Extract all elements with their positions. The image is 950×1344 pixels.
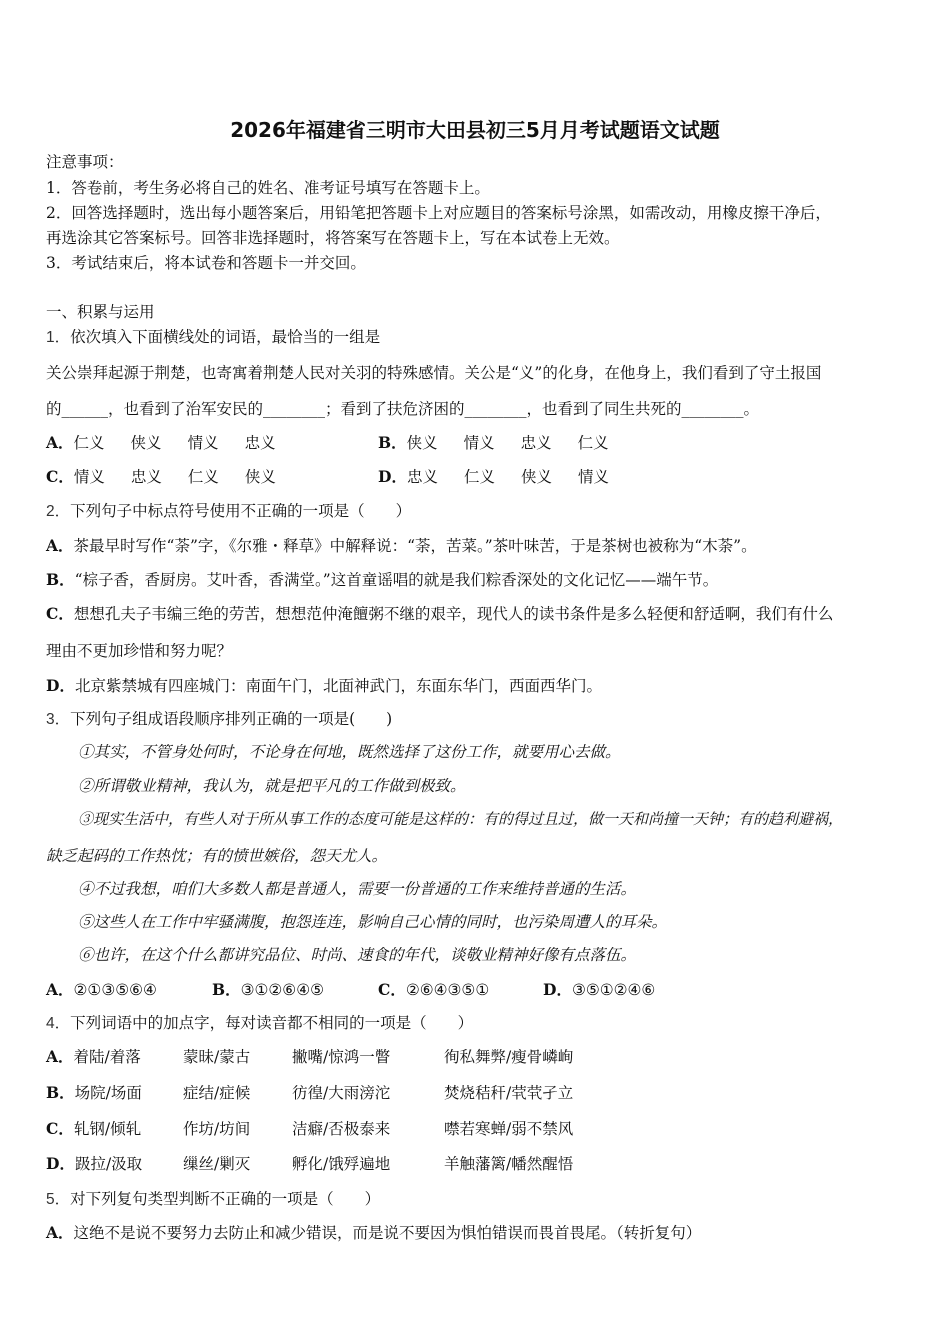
- question-stem: 对下列复句类型判断不正确的一项是（ ）: [70, 1190, 381, 1208]
- option-label: D．: [46, 676, 75, 695]
- option-text: 想想孔夫子韦编三绝的劳苦，想想范仲淹饘粥不继的艰辛，现代人的读书条件是多么轻便和舒适啊，我们有什么: [73, 605, 834, 623]
- q4-option-d[interactable]: [46, 1154, 142, 1174]
- q3-option-d[interactable]: [543, 980, 655, 1000]
- option-word: 徇私舞弊/瘦骨嶙峋: [444, 1048, 574, 1066]
- notice-heading: 注意事项：: [46, 153, 124, 171]
- option-word: 仁义: [187, 468, 219, 486]
- q1-option-a[interactable]: [46, 433, 276, 453]
- option-word: 侠义: [130, 434, 162, 452]
- option-word: 彷徨/大雨滂沱: [292, 1084, 391, 1102]
- option-label: B．: [46, 1083, 75, 1102]
- notice-item: 1．答卷前，考生务必将自己的姓名、准考证号填写在答题卡上。: [46, 179, 490, 197]
- option-word: 症结/症候: [183, 1084, 251, 1102]
- question-4: [46, 1013, 473, 1034]
- sentence-4: ④不过我想，咱们大多数人都是普通人，需要一份普通的工作来维持普通的生活。: [78, 880, 637, 898]
- notice-item: 再选涂其它答案标号。回答非选择题时，将答案写在答题卡上，写在本试卷上无效。: [46, 229, 620, 247]
- option-label: A．: [46, 1223, 74, 1242]
- q5-option-a[interactable]: [46, 1223, 701, 1243]
- question-number: 5．: [46, 1191, 71, 1208]
- option-text: ③①②⑥④⑤: [240, 981, 324, 999]
- question-stem: 下列句子中标点符号使用不正确的一项是（ ）: [70, 502, 412, 520]
- option-word: 忠义: [130, 468, 162, 486]
- option-label: C．: [46, 467, 74, 486]
- q1-option-d[interactable]: [378, 467, 609, 487]
- option-word: 着陆/着落: [73, 1048, 141, 1066]
- option-text: “棕子香，香厨房。艾叶香，香满堂。”这首童谣唱的就是我们粽香深处的文化记忆——端午节。: [74, 571, 719, 589]
- q3-option-c[interactable]: [378, 980, 489, 1000]
- option-word: 轧钢/倾轧: [73, 1120, 142, 1138]
- option-word: 作坊/坊间: [183, 1120, 251, 1138]
- option-word: 撇嘴/惊鸿一瞥: [292, 1048, 391, 1066]
- sentence-5: ⑤这些人在工作中牢骚满腹，抱怨连连，影响自己心情的同时，也污染周遭人的耳朵。: [78, 913, 668, 931]
- option-label: A．: [46, 536, 74, 555]
- option-word: 情义: [187, 434, 219, 452]
- option-word: 忠义: [406, 468, 438, 486]
- option-label: C．: [378, 980, 406, 999]
- option-word: 情义: [463, 434, 495, 452]
- option-word: 侠义: [406, 434, 438, 452]
- option-text: ③⑤①②④⑥: [571, 981, 656, 999]
- question-number: 1．: [46, 329, 71, 346]
- question-3: [46, 709, 392, 730]
- option-label: A．: [46, 1047, 74, 1066]
- sentence-1: ①其实，不管身处何时，不论身在何地，既然选择了这份工作，就要用心去做。: [78, 743, 621, 761]
- q3-option-b[interactable]: [212, 980, 324, 1000]
- option-word: 忠义: [520, 434, 552, 452]
- question-1: [46, 327, 380, 348]
- sentence-6: ⑥也许，在这个什么都讲究品位、时尚、速食的年代，谈敬业精神好像有点落伍。: [78, 946, 637, 964]
- q1-option-b[interactable]: [378, 433, 609, 453]
- option-word: 忠义: [244, 434, 276, 452]
- q2-option-d[interactable]: [46, 676, 602, 696]
- question-stem: 依次填入下面横线处的词语，最恰当的一组是: [70, 328, 381, 346]
- option-label: C．: [46, 1119, 74, 1138]
- question-number: 4．: [46, 1015, 71, 1032]
- notice-item: 3．考试结束后，将本试卷和答题卡一并交回。: [46, 254, 366, 272]
- q4-option-b[interactable]: [46, 1083, 142, 1103]
- question-text: 关公崇拜起源于荆楚，也寄寓着荆楚人民对关羽的特殊感情。关公是“义”的化身，在他身上，我们看到了守土报国: [46, 364, 822, 382]
- option-word: 情义: [578, 468, 610, 486]
- option-word: 孵化/饿殍遍地: [292, 1155, 391, 1173]
- option-word: 侠义: [244, 468, 276, 486]
- option-label: D．: [378, 467, 407, 486]
- question-text: 的______，也看到了治军安民的________；看到了扶危济困的________，也看到了同生共死的________。: [46, 400, 760, 418]
- option-text: 这绝不是说不要努力去防止和减少错误，而是说不要因为惧怕错误而畏首畏尾。（转折复句）: [73, 1224, 702, 1242]
- question-stem: 下列词语中的加点字，每对读音都不相同的一项是（ ）: [70, 1014, 474, 1032]
- sentence-3: ③现实生活中，有些人对于所从事工作的态度可能是这样的：有的得过且过，做一天和尚撞一天钟；有的趋利避祸，: [78, 810, 844, 828]
- option-label: A．: [46, 980, 74, 999]
- question-number: 3．: [46, 711, 71, 728]
- option-word: 仁义: [73, 434, 105, 452]
- option-word: 羊触藩篱/幡然醒悟: [444, 1155, 574, 1173]
- option-label: B．: [212, 980, 241, 999]
- sentence-3-continued: 缺乏起码的工作热忱；有的愤世嫉俗，怨天尤人。: [46, 847, 388, 865]
- option-label: A．: [46, 433, 74, 452]
- option-label: C．: [46, 604, 74, 623]
- question-5: [46, 1189, 380, 1210]
- q4-option-a[interactable]: [46, 1047, 141, 1067]
- option-word: 洁癖/否极泰来: [292, 1120, 391, 1138]
- question-stem: 下列句子组成语段顺序排列正确的一项是( ): [70, 710, 393, 728]
- option-text: 茶最早时写作“荼”字，《尔雅・释草》中解释说：“荼，苦菜。”茶叶味苦，于是茶树也被称为“木荼”。: [73, 537, 757, 555]
- option-word: 仁义: [463, 468, 495, 486]
- option-word: 噤若寒蝉/弱不禁风: [444, 1120, 574, 1138]
- sentence-2: ②所谓敬业精神，我认为，就是把平凡的工作做到极致。: [78, 777, 466, 795]
- q2-option-c[interactable]: [46, 604, 833, 624]
- q1-option-c[interactable]: [46, 467, 276, 487]
- q2-option-b[interactable]: [46, 570, 718, 590]
- option-label: B．: [378, 433, 407, 452]
- option-word: 缫丝/剿灭: [183, 1155, 251, 1173]
- q3-option-a[interactable]: [46, 980, 157, 1000]
- question-2: [46, 501, 411, 522]
- option-text: ②⑥④③⑤①: [405, 981, 490, 999]
- q4-option-c[interactable]: [46, 1119, 141, 1139]
- option-word: 焚烧秸秆/茕茕孑立: [444, 1084, 574, 1102]
- option-word: 场院/场面: [74, 1084, 142, 1102]
- option-word: 仁义: [577, 434, 609, 452]
- option-label: D．: [543, 980, 572, 999]
- option-word: 侠义: [520, 468, 552, 486]
- option-label: D．: [46, 1154, 75, 1173]
- option-text-continued: 理由不更加珍惜和努力呢？: [46, 642, 233, 660]
- option-word: 情义: [73, 468, 105, 486]
- option-text: ②①③⑤⑥④: [73, 981, 157, 999]
- section-heading: 一、积累与运用: [46, 303, 155, 321]
- q2-option-a[interactable]: [46, 536, 757, 556]
- notice-item: 2．回答选择题时，选出每小题答案后，用铅笔把答题卡上对应题目的答案标号涂黑，如需改动，用橡皮擦干净后，: [46, 204, 831, 222]
- option-text: 北京紫禁城有四座城门：南面午门，北面神武门，东面东华门，西面西华门。: [74, 677, 602, 695]
- option-word: 蒙昧/蒙古: [183, 1048, 251, 1066]
- option-word: 趿拉/汲取: [74, 1155, 143, 1173]
- option-label: B．: [46, 570, 75, 589]
- question-number: 2．: [46, 503, 71, 520]
- page-title: 2026年福建省三明市大田县初三5月月考试题语文试题: [230, 118, 720, 142]
